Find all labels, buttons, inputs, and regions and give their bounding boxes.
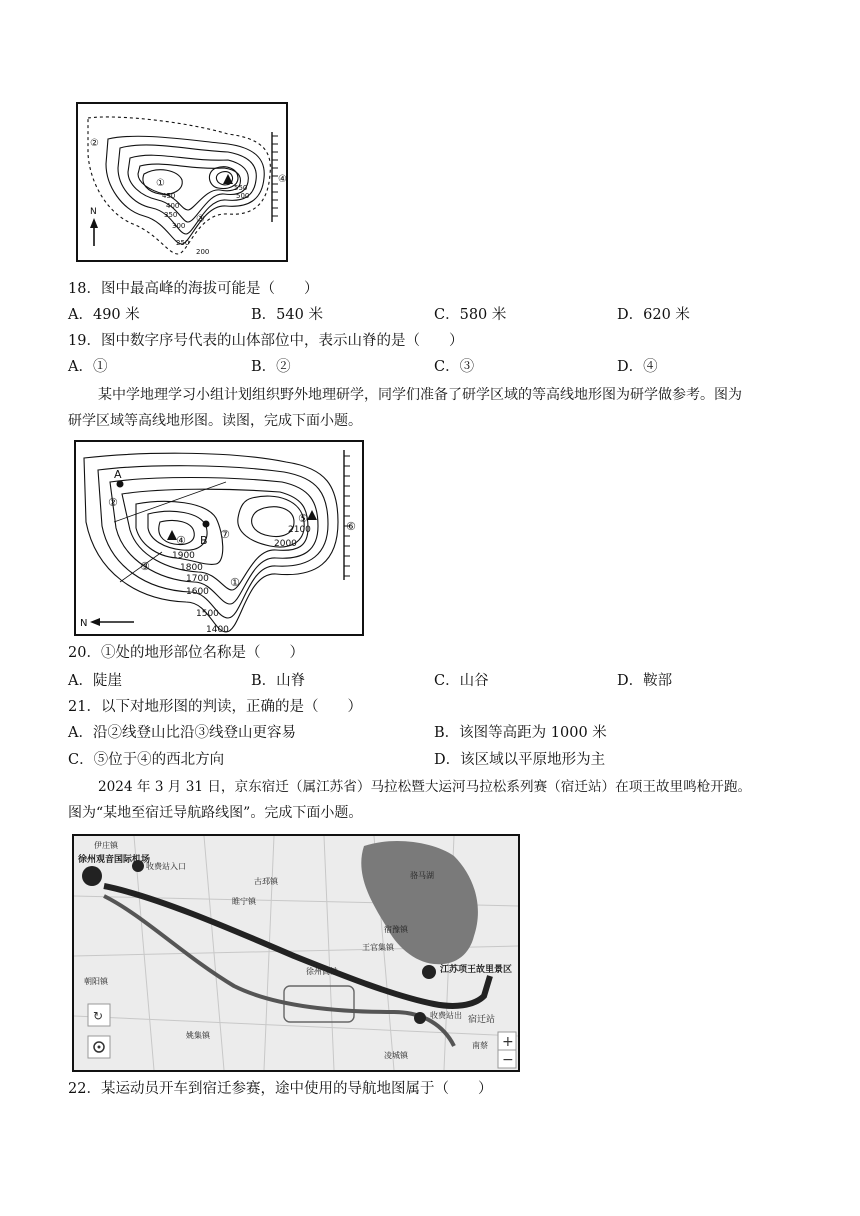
q19-stem: 19．图中数字序号代表的山体部位中，表示山脊的是（ ） [68, 333, 464, 349]
map-tool-locate-icon[interactable] [88, 1036, 110, 1058]
q21-stem: 21．以下对地形图的判读，正确的是（ ） [68, 699, 362, 715]
map-label-town9: 徐州高铁 [306, 967, 338, 976]
q19-option-a[interactable]: A．① [68, 359, 108, 375]
zoom-out-label: − [502, 1052, 514, 1068]
contour-label: 200 [196, 248, 210, 256]
intro2-line2: 研学区域等高线地形图。读图，完成下面小题。 [68, 413, 362, 429]
map-label-town1: 古邳镇 [254, 877, 278, 886]
navigation-map-svg [74, 836, 518, 1070]
map-label-toll1: 收费站入口 [146, 862, 186, 871]
map-label-station: 宿迁站 [468, 1015, 496, 1025]
map-label-town6: 凌城镇 [384, 1051, 408, 1060]
q18-option-b[interactable]: B．540 米 [251, 307, 323, 323]
intro3-line1: 2024 年 3 月 31 日，京东宿迁（属江苏省）马拉松暨大运河马拉松系列赛（宿迁站）在项王故里鸣枪开跑。 [98, 779, 752, 795]
q19-option-b[interactable]: B．② [251, 359, 291, 375]
contour-label: 1500 [196, 609, 219, 619]
q21-option-a[interactable]: A．沿②线登山比沿③线登山更容易 [68, 725, 296, 741]
map-label-town2: 睢宁镇 [232, 897, 256, 906]
map-label-airport: 徐州观音国际机场 [78, 855, 151, 865]
intro3-line2: 图为“某地至宿迁导航路线图”。完成下面小题。 [68, 805, 363, 821]
q20-option-c[interactable]: C．山谷 [434, 673, 489, 689]
contour-label: 300 [172, 222, 186, 230]
q22-stem: 22．某运动员开车到宿迁参赛，途中使用的导航地图属于（ ） [68, 1081, 493, 1097]
svg-text:↻: ↻ [93, 1009, 104, 1023]
contour-label: 1800 [180, 563, 203, 573]
map-label-town4: 朝阳镇 [84, 977, 108, 986]
point-label: ① [230, 576, 240, 589]
map-label-town3: 王官集镇 [362, 943, 394, 952]
q18-option-a[interactable]: A．490 米 [68, 307, 140, 323]
point-label: A [114, 468, 122, 481]
point-label: ③ [196, 214, 205, 225]
contour-label: 350 [164, 211, 178, 219]
zoom-in-label: + [502, 1034, 514, 1050]
point-label: ⑥ [346, 520, 356, 533]
map-label-scenic: 江苏项王故里景区 [440, 965, 513, 975]
map-tool-refresh-icon[interactable] [88, 1004, 110, 1026]
point-label: ④ [278, 174, 287, 185]
q20-option-d[interactable]: D．鞍部 [617, 673, 673, 689]
zoom-in-button[interactable] [498, 1032, 516, 1050]
contour-label: 2000 [274, 539, 297, 549]
contour-label: 400 [166, 202, 180, 210]
contour-label: 450 [162, 192, 176, 200]
point-label: B [200, 534, 208, 547]
map-label-lake: 骆马湖 [410, 871, 434, 880]
point-label: ① [156, 178, 165, 189]
contour-label: 1400 [206, 625, 229, 635]
intro2-line1: 某中学地理学习小组计划组织野外地理研学，同学们准备了研学区域的等高线地形图为研学做参考。图为 [98, 387, 742, 403]
contour-label: 1900 [172, 551, 195, 561]
q18-option-d[interactable]: D．620 米 [617, 307, 690, 323]
map-label-town5: 姚集镇 [186, 1031, 210, 1040]
contour-label: 550 [234, 184, 248, 192]
north-arrow-icon [90, 207, 98, 246]
contour-map-1 [76, 102, 288, 262]
q21-option-c[interactable]: C．⑤位于④的西北方向 [68, 752, 225, 768]
point-label: ③ [140, 560, 150, 573]
north-label: N [80, 618, 88, 629]
contour-map-2 [74, 440, 364, 636]
north-arrow-icon [80, 618, 134, 629]
point-label: ④ [176, 534, 186, 547]
map-label-town10: 宿豫镇 [384, 925, 408, 934]
contour-label: 500 [236, 192, 250, 200]
q19-option-d[interactable]: D．④ [617, 359, 658, 375]
contour-label: 2100 [288, 525, 311, 535]
point-label: ⑤ [298, 512, 308, 525]
contour-map-1-svg [78, 104, 286, 260]
q21-option-d[interactable]: D．该区域以平原地形为主 [434, 752, 606, 768]
contour-label: 1700 [186, 574, 209, 584]
q20-option-b[interactable]: B．山脊 [251, 673, 306, 689]
navigation-map [72, 834, 520, 1072]
zoom-out-button[interactable] [498, 1050, 516, 1068]
q18-option-c[interactable]: C．580 米 [434, 307, 507, 323]
map-label-town7: 南蔡 [472, 1041, 488, 1050]
contour-label: 1600 [186, 587, 209, 597]
q18-stem: 18．图中最高峰的海拔可能是（ ） [68, 281, 319, 297]
contour-label: 250 [176, 239, 190, 247]
q20-stem: 20．①处的地形部位名称是（ ） [68, 645, 304, 661]
q19-option-c[interactable]: C．③ [434, 359, 475, 375]
q21-option-b[interactable]: B．该图等高距为 1000 米 [434, 725, 607, 741]
map-label-toll2: 收费站出 [430, 1011, 462, 1020]
point-label: ⑦ [220, 528, 230, 541]
north-label: N [90, 207, 97, 217]
contour-map-2-svg [76, 442, 362, 634]
point-label: ② [90, 138, 99, 149]
q20-option-a[interactable]: A．陡崖 [68, 673, 122, 689]
point-label: ② [108, 496, 118, 509]
map-label-town8: 伊庄镇 [94, 841, 118, 850]
